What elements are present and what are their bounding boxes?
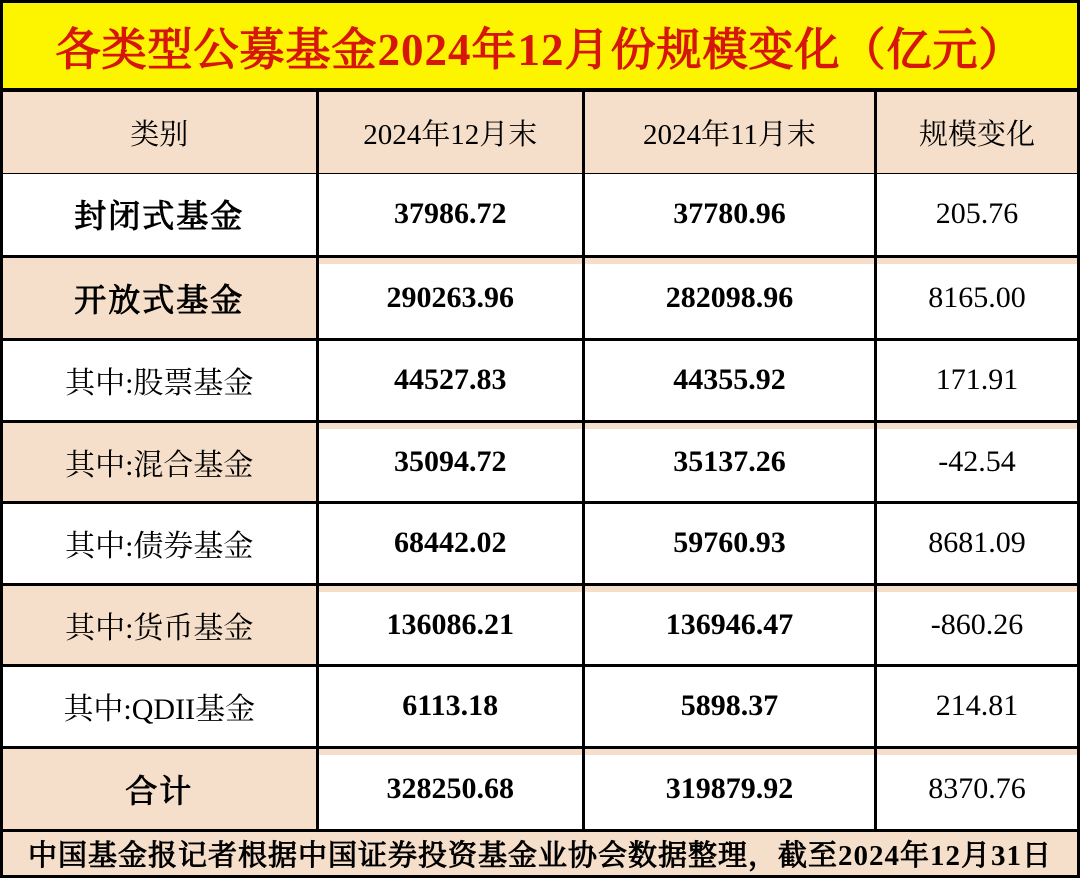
row-value-nov-2024: 282098.96 (582, 258, 874, 339)
page-title: 各类型公募基金2024年12月份规模变化（亿元） (55, 25, 1025, 75)
row-value-nov-2024: 59760.93 (582, 504, 874, 583)
row-category-label: 开放式基金 (3, 258, 316, 339)
row-value-change: 8370.76 (874, 749, 1077, 830)
column-header-category: 类别 (3, 92, 316, 173)
table-row (3, 664, 1077, 746)
row-value-dec-2024: 68442.02 (316, 504, 582, 583)
row-value-nov-2024: 319879.92 (582, 749, 874, 830)
row-value-change: 214.81 (874, 667, 1077, 746)
row-value-change: 8681.09 (874, 504, 1077, 583)
table-row (3, 338, 1077, 420)
row-value-nov-2024: 136946.47 (582, 586, 874, 665)
data-table (3, 92, 1077, 829)
source-note-text: 中国基金报记者根据中国证券投资基金业协会数据整理，截至2024年12月31日 (27, 840, 1052, 872)
row-category-label: 封闭式基金 (3, 174, 316, 255)
row-value-nov-2024: 44355.92 (582, 341, 874, 420)
row-value-change: -860.26 (874, 586, 1077, 665)
row-value-change: 8165.00 (874, 258, 1077, 339)
row-value-dec-2024: 136086.21 (316, 586, 582, 665)
row-value-nov-2024: 35137.26 (582, 423, 874, 502)
row-value-nov-2024: 37780.96 (582, 174, 874, 255)
table-header-row (3, 92, 1077, 174)
source-note-bar (3, 829, 1077, 875)
table-row (3, 583, 1077, 665)
row-value-dec-2024: 37986.72 (316, 174, 582, 255)
title-banner (3, 3, 1077, 92)
table-row (3, 501, 1077, 583)
row-value-change: -42.54 (874, 423, 1077, 502)
table-row (3, 255, 1077, 339)
column-header-change: 规模变化 (874, 92, 1077, 173)
row-category-label: 其中:混合基金 (3, 423, 316, 502)
row-category-label: 其中:货币基金 (3, 586, 316, 665)
row-category-label: 其中:债券基金 (3, 504, 316, 583)
column-header-nov-2024: 2024年11月末 (582, 92, 874, 173)
row-category-label: 其中:QDII基金 (3, 667, 316, 746)
table-row (3, 420, 1077, 502)
row-value-dec-2024: 290263.96 (316, 258, 582, 339)
row-category-label: 合计 (3, 749, 316, 830)
row-value-nov-2024: 5898.37 (582, 667, 874, 746)
row-value-change: 205.76 (874, 174, 1077, 255)
row-value-dec-2024: 35094.72 (316, 423, 582, 502)
table-row (3, 174, 1077, 255)
row-value-dec-2024: 44527.83 (316, 341, 582, 420)
column-header-dec-2024: 2024年12月末 (316, 92, 582, 173)
row-value-dec-2024: 328250.68 (316, 749, 582, 830)
row-value-dec-2024: 6113.18 (316, 667, 582, 746)
row-category-label: 其中:股票基金 (3, 341, 316, 420)
row-value-change: 171.91 (874, 341, 1077, 420)
table-row (3, 746, 1077, 830)
